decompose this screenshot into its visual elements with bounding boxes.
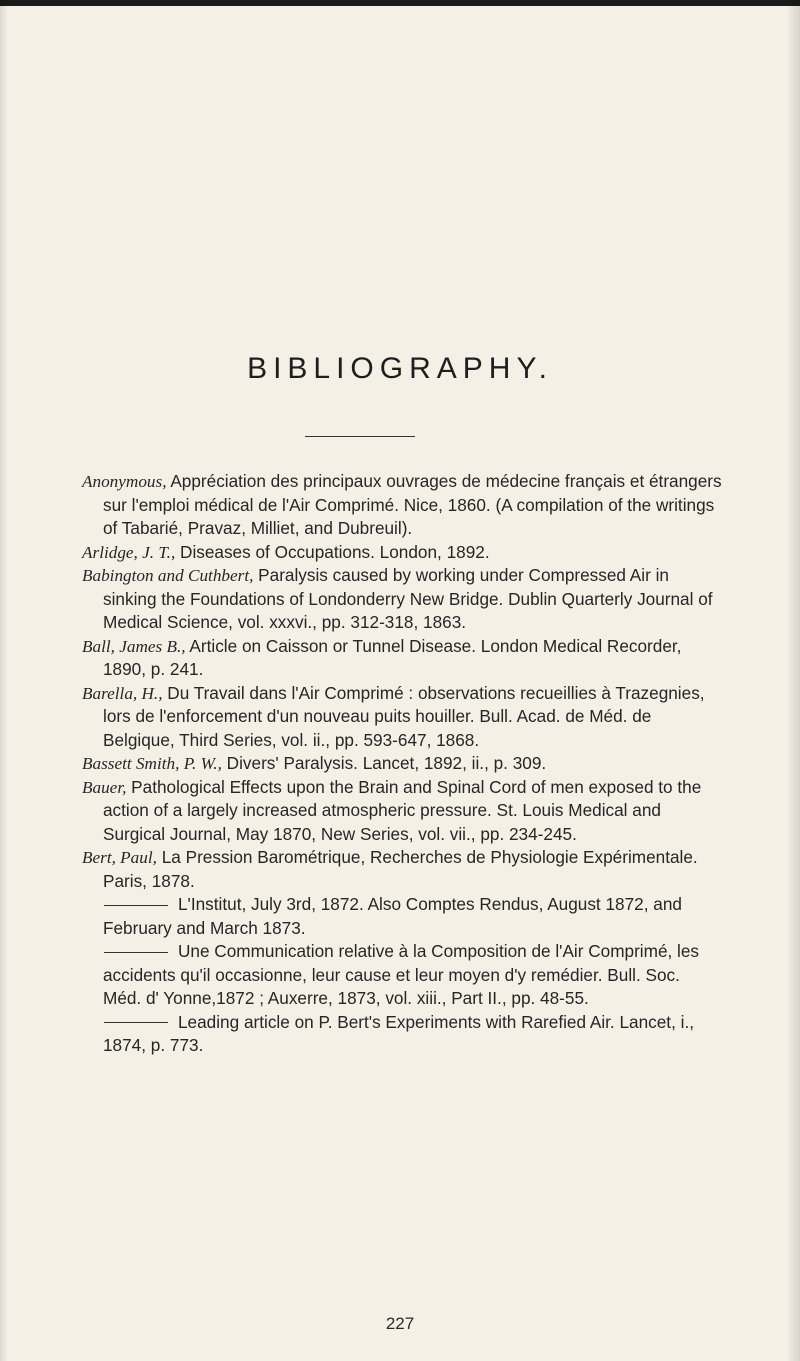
page-left-shadow <box>0 0 8 1361</box>
page-heading: BIBLIOGRAPHY. <box>247 352 553 385</box>
top-edge-rule <box>0 0 800 6</box>
bibliography-entry <box>82 564 722 635</box>
entry-text: Appréciation des principaux ouvrages de médecine français et étrangers sur l'emploi médical de l'Air Comprimé. Nice, 1860. (A compilation of the writings of Tabarié, Pravaz, Milliet, and Dubreuil). <box>103 471 722 538</box>
entry-text: Pathological Effects upon the Brain and Spinal Cord of men exposed to the action of a largely increased atmospheric pressure. St. Louis Medical and Surgical Journal, May 1870, New Series, vol. vii., pp. 234-245. <box>103 776 702 844</box>
bibliography-entry <box>82 635 722 682</box>
entry-author: Barella, H., <box>82 683 163 703</box>
entry-author: Babington and Cuthbert, <box>82 566 254 585</box>
ditto-dash <box>104 952 168 953</box>
entry-text: Diseases of Occupations. London, 1892. <box>175 541 490 562</box>
bibliography-entry-continued <box>82 1011 722 1058</box>
entry-text: L'Institut, July 3rd, 1872. Also Comptes Rendus, August 1872, and February and March 1873. <box>103 894 682 938</box>
entry-author: Bassett Smith, P. W., <box>82 754 222 773</box>
bibliography-entry <box>82 776 722 847</box>
ditto-dash <box>104 905 168 906</box>
heading-divider <box>305 436 415 437</box>
entry-text: Divers' Paralysis. Lancet, 1892, ii., p. 309. <box>221 753 547 773</box>
bibliography-entry-continued <box>82 893 722 940</box>
entry-text: La Pression Barométrique, Recherches de Physiologie Expérimentale. Paris, 1878. <box>103 847 698 891</box>
entry-author: Ball, James B., <box>82 636 186 656</box>
bibliography-entry <box>82 541 722 565</box>
bibliography-entry <box>82 752 722 776</box>
ditto-dash <box>104 1022 168 1023</box>
bibliography-entry <box>82 682 722 753</box>
bibliography-entry <box>82 846 722 893</box>
bibliography-list <box>82 470 722 1058</box>
entry-text: Une Communication relative à la Composition de l'Air Comprimé, les accidents qu'il occasionne, leur cause et leur moyen d'y remédier. Bull. Soc. Méd. d' Yonne,1872 ; Auxerre, 1873, vol. xiii., Part II., pp. 48-55. <box>103 941 700 1008</box>
entry-author: Bauer, <box>82 777 127 797</box>
entry-author: Arlidge, J. T., <box>82 542 176 562</box>
entry-text: Paralysis caused by working under Compressed Air in sinking the Foundations of Londonderry New Bridge. Dublin Quarterly Journal of Medical Science, vol. xxxvi., pp. 312-318, 1863. <box>103 565 713 632</box>
entry-text: Article on Caisson or Tunnel Disease. London Medical Recorder, 1890, p. 241. <box>103 635 682 679</box>
bibliography-entry <box>82 470 722 541</box>
entry-text: Leading article on P. Bert's Experiments with Rarefied Air. Lancet, i., 1874, p. 773. <box>103 1011 694 1055</box>
entry-author: Bert, Paul, <box>82 848 157 867</box>
bibliography-entry-continued <box>82 940 722 1011</box>
entry-author: Anonymous, <box>82 472 167 491</box>
page-number: 227 <box>385 1314 415 1333</box>
entry-text: Du Travail dans l'Air Comprimé : observations recueillies à Trazegnies, lors de l'enforcement d'un nouveau puits houiller. Bull. Acad. de Méd. de Belgique, Third Series, vol. ii., pp. 593-647, 1868. <box>103 682 705 750</box>
page-right-shadow <box>786 0 800 1361</box>
